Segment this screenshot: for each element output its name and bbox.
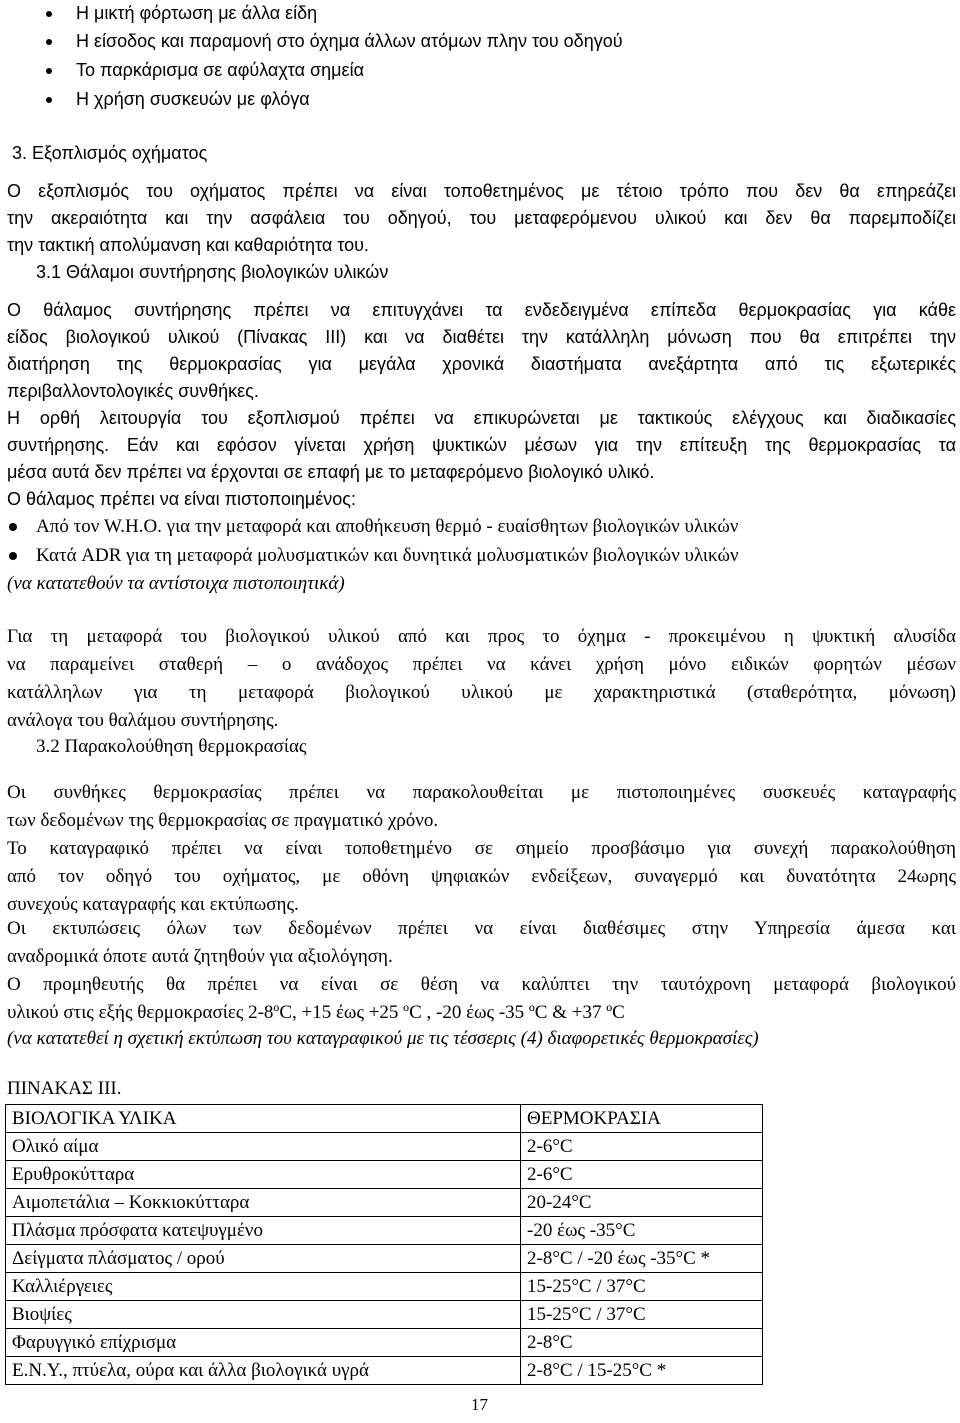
table-cell: -20 έως -35°C	[521, 1217, 763, 1245]
list-item: Από τον W.H.O. για την μεταφορά και αποθήκευση θερμό - ευαίσθητων βιολογικών υλικών	[36, 516, 739, 537]
table-cell: 2-8°C	[521, 1329, 763, 1357]
list-item: Το παρκάρισμα σε αφύλαχτα σημεία	[76, 60, 364, 80]
bullet-icon	[9, 552, 17, 560]
paragraph-line: Οι συνθήκες θερμοκρασίας πρέπει να παρακολουθείται με πιστοποιημένες συσκευές καταγραφής	[7, 782, 956, 803]
table-cell: 20-24°C	[521, 1189, 763, 1217]
paragraph-line: την ακεραιότητα και την ασφάλεια του οδηγού, του μεταφερόμενου υλικού και δεν θα παρεμποδίζει	[7, 208, 956, 228]
table-cell: Ολικό αίμα	[6, 1133, 521, 1161]
paragraph-line: Ο εξοπλισμός του οχήματος πρέπει να είναι τοποθετημένος με τέτοιο τρόπο που δεν θα επηρεάζει	[7, 181, 956, 201]
section-heading-3-1: 3.1 Θάλαμοι συντήρησης βιολογικών υλικών	[36, 262, 389, 282]
table-cell: 2-6°C	[521, 1161, 763, 1189]
paragraph-line: αναδρομικά όποτε αυτά ζητηθούν για αξιολόγηση.	[7, 946, 393, 967]
paragraph-line: από τον οδηγό του οχήματος, με οθόνη ψηφιακών ενδείξεων, συναγερμό και δυνατότητα 24ωρης	[7, 866, 956, 887]
table-row	[6, 1161, 763, 1189]
table-row	[6, 1133, 763, 1161]
table-cell: Ε.Ν.Υ., πτύελα, ούρα και άλλα βιολογικά υγρά	[6, 1357, 521, 1385]
table-row	[6, 1245, 763, 1273]
table-title: ΠΙΝΑΚΑΣ ΙΙΙ.	[7, 1078, 122, 1099]
table-cell: 2-8°C / 15-25°C *	[521, 1357, 763, 1385]
bullet-icon	[46, 11, 52, 17]
paragraph-line: Το καταγραφικό πρέπει να είναι τοποθετημένο σε σημείο προσβάσιμο για συνεχή παρακολούθηση	[7, 838, 956, 859]
section-heading-3-2: 3.2 Παρακολούθηση θερμοκρασίας	[36, 736, 307, 757]
paragraph-line: είδος βιολογικού υλικού (Πίνακας ΙΙΙ) και να διαθέτει την κατάλληλη μόνωση που θα επιτρέπει την	[7, 327, 956, 347]
temperature-note: (να κατατεθεί η σχετική εκτύπωση του καταγραφικού με τις τέσσερις (4) διαφορετικές θερμοκρασίες)	[7, 1028, 759, 1049]
paragraph-line: κατάλληλων για τη μεταφορά βιολογικού υλικού με χαρακτηριστικά (σταθερότητα, μόνωση)	[7, 682, 956, 703]
table-row	[6, 1357, 763, 1385]
column-header: ΘΕΡΜΟΚΡΑΣΙΑ	[521, 1105, 763, 1133]
table-cell: Αιμοπετάλια – Κοκκιοκύτταρα	[6, 1189, 521, 1217]
table-cell: 15-25°C / 37°C	[521, 1301, 763, 1329]
table-row	[6, 1189, 763, 1217]
bullet-icon	[9, 523, 17, 531]
paragraph-line: συντήρησης. Εάν και εφόσον γίνεται χρήση ψυκτικών μέσων για την επίτευξη της θερμοκρασίας τα	[7, 435, 956, 455]
paragraph-line: των δεδομένων της θερμοκρασίας σε πραγματικό χρόνο.	[7, 810, 439, 831]
table-row	[6, 1217, 763, 1245]
table-header-row	[6, 1105, 763, 1133]
table-cell: Φαρυγγικό επίχρισμα	[6, 1329, 521, 1357]
paragraph-line: μέσα αυτά δεν πρέπει να έρχονται σε επαφή με το μεταφερόμενο βιολογικό υλικό.	[7, 462, 655, 482]
list-item: Η είσοδος και παραμονή στο όχημα άλλων ατόμων πλην του οδηγού	[76, 31, 623, 51]
table-cell: Πλάσμα πρόσφατα κατεψυγμένο	[6, 1217, 521, 1245]
paragraph-line: Ο προμηθευτής θα πρέπει να είναι σε θέση να καλύπτει την ταυτόχρονη μεταφορά βιολογικού	[7, 974, 956, 995]
table-cell: 15-25°C / 37°C	[521, 1273, 763, 1301]
page-number: 17	[471, 1395, 488, 1414]
paragraph-line: Οι εκτυπώσεις όλων των δεδομένων πρέπει να είναι διαθέσιμες στην Υπηρεσία άμεσα και	[7, 918, 956, 939]
paragraph-line: συνεχούς καταγραφής και εκτύπωσης.	[7, 894, 299, 915]
table-cell: 2-6°C	[521, 1133, 763, 1161]
table-row	[6, 1273, 763, 1301]
table-cell: Καλλιέργειες	[6, 1273, 521, 1301]
bullet-icon	[46, 68, 52, 74]
table-row	[6, 1301, 763, 1329]
table-cell: Δείγματα πλάσματος / ορού	[6, 1245, 521, 1273]
certificate-note: (να κατατεθούν τα αντίστοιχα πιστοποιητικά)	[7, 573, 345, 594]
bullet-icon	[46, 97, 52, 103]
paragraph-line: Ο θάλαμος πρέπει να είναι πιστοποιημένος:	[7, 489, 356, 509]
table-cell: 2-8°C / -20 έως -35°C *	[521, 1245, 763, 1273]
column-header: ΒΙΟΛΟΓΙΚΑ ΥΛΙΚΑ	[6, 1105, 521, 1133]
paragraph-line: περιβαλλοντολογικές συνθήκες.	[7, 381, 259, 401]
list-item: Κατά ADR για τη μεταφορά μολυσματικών και δυνητικά μολυσματικών βιολογικών υλικών	[36, 545, 739, 566]
paragraph-line: να παραμείνει σταθερή – ο ανάδοχος πρέπει να κάνει χρήση μόνο ειδικών φορητών μέσων	[7, 654, 956, 675]
bullet-icon	[46, 39, 52, 45]
paragraph-line: διατήρηση της θερμοκρασίας για μεγάλα χρονικά διαστήματα ανεξάρτητα από τις εξωτερικές	[7, 354, 956, 374]
paragraph-line: Ο θάλαμος συντήρησης πρέπει να επιτυγχάνει τα ενδεδειγμένα επίπεδα θερμοκρασίας για κάθε	[7, 300, 956, 320]
list-item: Η χρήση συσκευών με φλόγα	[76, 89, 310, 109]
paragraph-line: Για τη μεταφορά του βιολογικού υλικού από και προς το όχημα - προκειμένου η ψυκτική αλυσίδα	[7, 626, 956, 647]
paragraph-line: ανάλογα του θαλάμου συντήρησης.	[7, 710, 279, 731]
temperature-table	[5, 1104, 763, 1385]
table-row	[6, 1329, 763, 1357]
table-cell: Βιοψίες	[6, 1301, 521, 1329]
paragraph-line: την τακτική απολύμανση και καθαριότητα του.	[7, 235, 369, 255]
section-heading-3: 3. Εξοπλισμός οχήματος	[12, 143, 208, 163]
list-item: Η μικτή φόρτωση με άλλα είδη	[76, 3, 318, 23]
table-cell: Ερυθροκύτταρα	[6, 1161, 521, 1189]
paragraph-line: Η ορθή λειτουργία του εξοπλισμού πρέπει να επικυρώνεται με τακτικούς ελέγχους και διαδικασίες	[7, 408, 956, 428]
paragraph-line: υλικού στις εξής θερμοκρασίες 2-8ºC, +15 έως +25 ºC , -20 έως -35 ºC & +37 ºC	[7, 1002, 625, 1023]
